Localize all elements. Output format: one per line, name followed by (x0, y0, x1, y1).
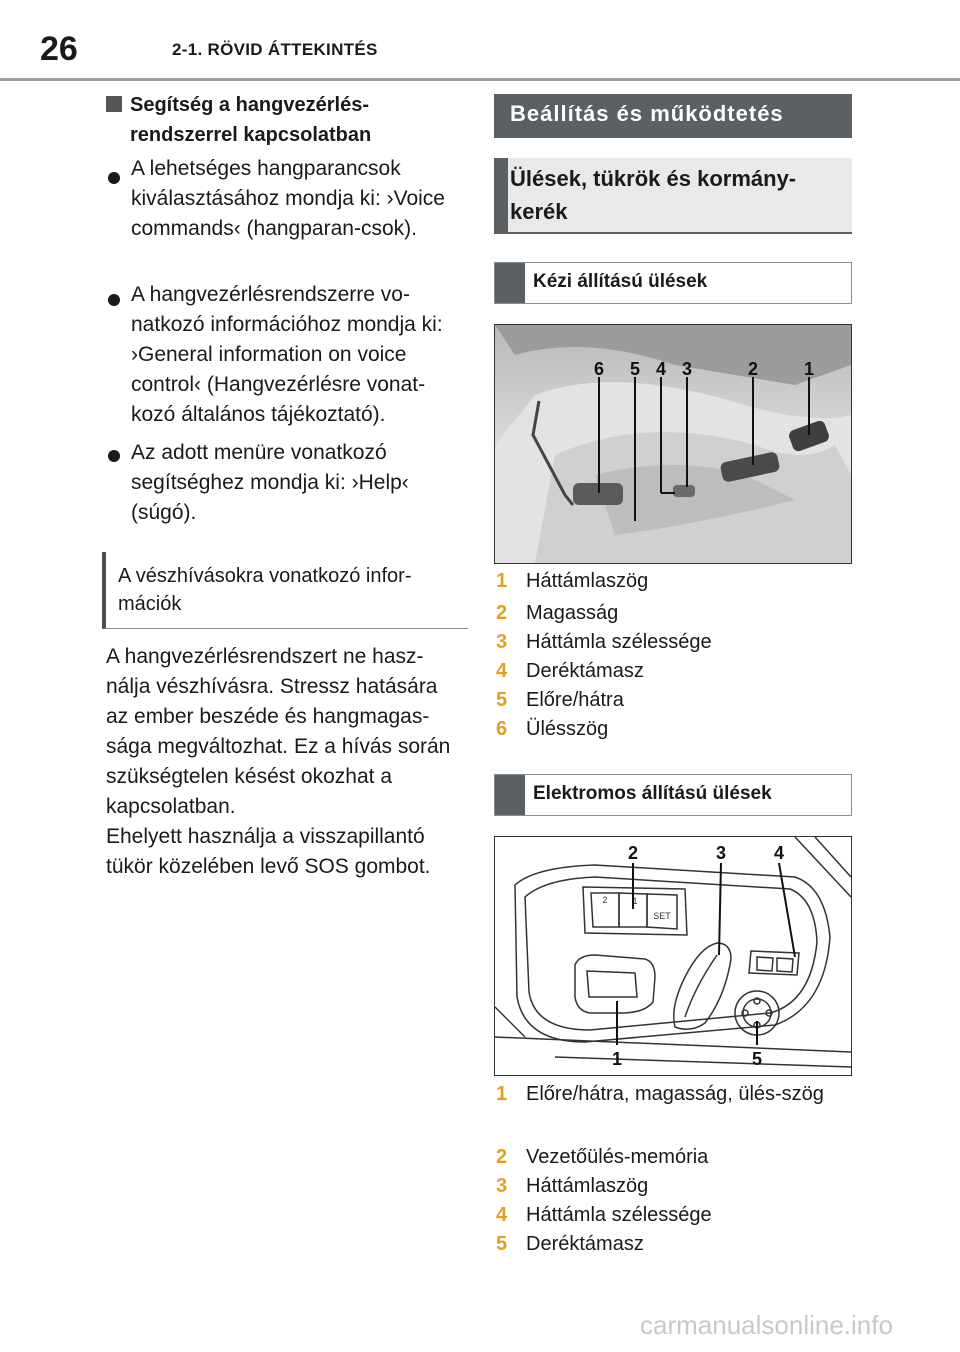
memory-button-1-label: 1 (632, 896, 638, 906)
callout-1: 1 (803, 359, 815, 379)
manual-item: 1 Háttámlaszög (496, 570, 649, 592)
electric-seats-heading-box (494, 774, 852, 816)
callout-3: 3 (681, 359, 693, 379)
electric-item: 3 Háttámlaszög (496, 1175, 649, 1197)
callout-5: 5 (629, 359, 641, 379)
electric-seat-illustration (495, 837, 851, 1075)
callout-2: 2 (627, 843, 639, 863)
callout-6: 6 (593, 359, 605, 379)
bullet-dot-icon (108, 294, 120, 306)
electric-seat-figure (494, 836, 852, 1076)
electric-item: 2 Vezetőülés-memória (496, 1146, 709, 1168)
set-button-label: SET (653, 911, 671, 921)
chapter-bar-title: Beállítás és működtetés (510, 101, 784, 126)
page-number: 26 (40, 30, 78, 68)
manual-item: 3 Háttámla szélessége (496, 631, 712, 653)
section-title: 2-1. RÖVID ÁTTEKINTÉS (172, 40, 378, 59)
callout-3: 3 (715, 843, 727, 863)
electric-item: 4 Háttámla szélessége (496, 1204, 712, 1226)
chapter-bar (494, 94, 852, 138)
manual-seat-illustration (495, 325, 851, 563)
header-divider (0, 78, 960, 81)
callout-2: 2 (747, 359, 759, 379)
manual-seats-heading-box (494, 262, 852, 304)
callout-4: 4 (655, 359, 667, 379)
electric-item: 5 Deréktámasz (496, 1233, 644, 1255)
bullet-text-2: A hangvezérlésrendszerre vo-natkozó információhoz mondja ki: ›General information on voice control‹ (Hangvezérlésre vonat-kozó általános tájékoztató). (131, 283, 443, 426)
manual-seats-heading: Kézi állítású ülések (533, 271, 708, 292)
bullet-dot-icon (108, 172, 120, 184)
note-box (102, 552, 468, 629)
topic-title: Ülések, tükrök és kormány-kerék (510, 166, 797, 224)
memory-button-2-label: 2 (602, 895, 608, 905)
manual-item: 5 Előre/hátra (496, 689, 624, 711)
electric-seats-heading: Elektromos állítású ülések (533, 783, 772, 804)
bullet-text-1: A lehetséges hangparancsok kiválasztásához mondja ki: ›Voice commands‹ (hangparan-csok). (131, 157, 445, 240)
left-heading: Segítség a hangvezérlés-rendszerrel kapcsolatban (130, 94, 372, 146)
topic-box (494, 158, 852, 234)
bullet-text-3: Az adott menüre vonatkozó segítséghez mondja ki: ›Help‹ (súgó). (131, 441, 409, 524)
callout-5: 5 (751, 1049, 763, 1069)
manual-seat-figure (494, 324, 852, 564)
callout-1: 1 (611, 1049, 623, 1069)
electric-item: 1 Előre/hátra, magasság, ülés-szög (496, 1083, 824, 1105)
paragraph-2: Ehelyett használja a visszapillantó tükör közelében levő SOS gombot. (106, 825, 431, 878)
bullet-dot-icon (108, 450, 120, 462)
manual-item: 2 Magasság (496, 602, 619, 624)
callout-4: 4 (773, 843, 785, 863)
watermark: carmanualsonline.info (640, 1310, 893, 1340)
manual-item: 6 Ülésszög (496, 718, 609, 740)
manual-item: 4 Deréktámasz (496, 660, 644, 682)
note-title: A vészhívásokra vonatkozó infor-mációk (118, 565, 412, 615)
paragraph-1: A hangvezérlésrendszert ne hasz-nálja vészhívásra. Stressz hatására az ember beszéde és hangmagas-sága megváltozhat. Ez a hívás során szükségtelen késést okozhat a kapcsolatban. (106, 645, 451, 818)
heading-square-icon (106, 96, 122, 112)
